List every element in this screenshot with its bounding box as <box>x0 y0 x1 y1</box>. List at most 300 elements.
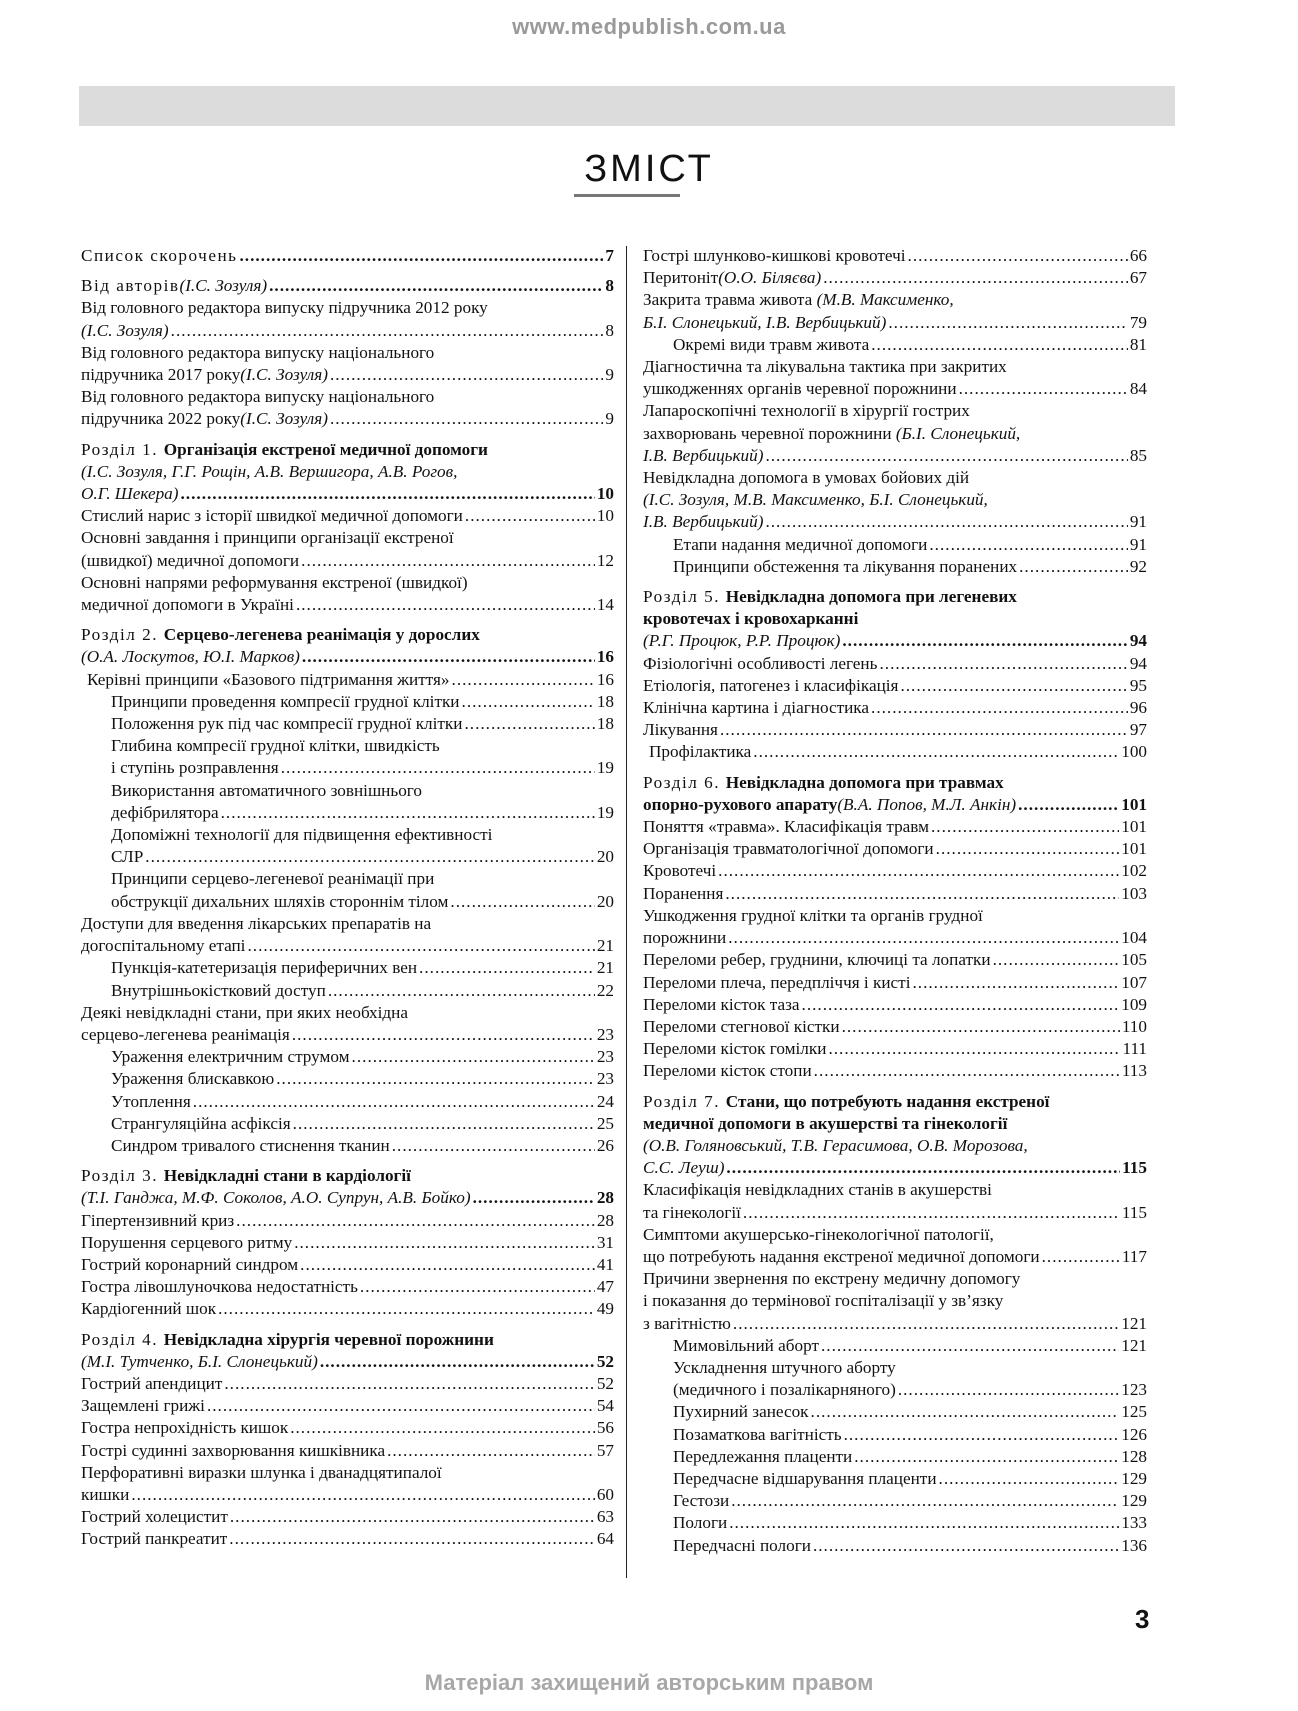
entry-title: Пункція-катетеризація периферичних вен <box>111 958 418 978</box>
leader-dots <box>330 408 603 430</box>
page-number-ref: 103 <box>1121 883 1147 903</box>
toc-entry <box>81 1276 614 1298</box>
chapter-title: Невідкладна хірургія черевної порожнини <box>163 1329 494 1349</box>
toc-entry-row <box>111 891 614 913</box>
leader-dots <box>765 445 1127 467</box>
entry-author: (О.О. Біляєва) <box>718 268 822 288</box>
toc-entry <box>81 1254 614 1276</box>
leader-dots <box>290 1417 595 1439</box>
leader-dots <box>229 1528 595 1550</box>
toc-entry <box>81 1329 614 1373</box>
entry-title: Закрита травма живота <box>643 290 817 310</box>
leader-dots <box>224 1373 594 1395</box>
leader-dots <box>462 691 595 713</box>
toc-entry-row <box>81 1232 614 1254</box>
page-number-ref: 60 <box>596 1484 614 1504</box>
leader-dots <box>218 1298 595 1320</box>
leader-dots <box>193 1091 595 1113</box>
leader-dots <box>473 1187 595 1209</box>
entry-author: І.В. Вербицький) <box>643 512 764 532</box>
toc-entry <box>643 972 1147 994</box>
entry-title: Фізіологічні особливості легень <box>643 653 878 673</box>
chapter-title: медичної допомоги в акушерстві та гінекології <box>643 1113 1008 1133</box>
toc-entry <box>643 1357 1147 1401</box>
toc-entry <box>81 691 614 713</box>
entry-title: Мимовільний аборт <box>673 1335 819 1355</box>
entry-title-line: медичної допомоги в Україні <box>81 595 294 615</box>
leader-dots <box>465 505 595 527</box>
toc-entry <box>643 1535 1147 1557</box>
toc-entry-row <box>673 1535 1147 1557</box>
toc-entry-row <box>81 935 614 957</box>
toc-entry-row <box>111 1135 614 1157</box>
chapter-authors: (О.В. Голяновський, Т.В. Герасимова, О.В. Морозова, <box>643 1135 1028 1155</box>
leader-dots <box>725 883 1119 905</box>
toc-entry-row <box>643 1202 1147 1224</box>
page-number-ref: 10 <box>596 506 614 526</box>
leader-dots <box>900 675 1127 697</box>
entry-title: Пологи <box>673 1513 728 1533</box>
toc-entry <box>643 400 1147 467</box>
toc-entry-row <box>81 1484 614 1506</box>
toc-entry <box>81 824 614 868</box>
leader-dots <box>131 1484 594 1506</box>
toc-entry-row <box>81 1351 614 1373</box>
chapter-label: Розділ 1. <box>81 439 164 459</box>
toc-entry <box>81 572 614 616</box>
column-divider <box>626 246 627 1578</box>
page-number-ref: 31 <box>596 1232 614 1252</box>
entry-title: Стислий нарис з історії швидкої медичної допомоги <box>81 506 463 526</box>
entry-title: Гострий холецистит <box>81 1507 228 1527</box>
leader-dots <box>1042 1246 1120 1268</box>
page-title: ЗМІСТ <box>584 148 714 190</box>
page-number-ref: 8 <box>605 320 614 340</box>
page-number-ref: 54 <box>596 1396 614 1416</box>
leader-dots <box>718 860 1119 882</box>
page-number-ref: 47 <box>596 1277 614 1297</box>
page-number-ref: 109 <box>1121 994 1147 1014</box>
toc-entry <box>81 980 614 1002</box>
page-number-ref: 28 <box>596 1188 614 1208</box>
entry-title-line: СЛР <box>111 847 144 867</box>
chapter-title: опорно-рухового апарату <box>643 794 838 814</box>
toc-entry-row <box>81 1024 614 1046</box>
entry-title: Синдром тривалого стиснення тканин <box>111 1135 390 1155</box>
entry-title-line: Класифікація невідкладних станів в акушерстві <box>643 1180 992 1200</box>
leader-dots <box>929 534 1127 556</box>
toc-entry <box>81 1002 614 1046</box>
toc-entry-row <box>81 594 614 616</box>
page-number-ref: 18 <box>596 691 614 711</box>
entry-title: Принципи проведення компресії грудної клітки <box>111 691 460 711</box>
toc-entry-row <box>81 1528 614 1550</box>
title-underline <box>574 194 680 197</box>
leader-dots <box>871 334 1128 356</box>
page-number-ref: 129 <box>1121 1468 1147 1488</box>
toc-entry <box>643 1016 1147 1038</box>
page-number-ref: 9 <box>605 365 614 385</box>
leader-dots <box>419 957 595 979</box>
toc-entry <box>81 386 614 430</box>
toc-entry-row <box>673 556 1147 578</box>
chapter-heading <box>643 586 1147 608</box>
leader-dots <box>300 1254 595 1276</box>
entry-author: (М.В. Максименко, <box>816 290 954 310</box>
entry-title: Гостра непрохідність кишок <box>81 1418 289 1438</box>
toc-entry <box>81 1068 614 1090</box>
toc-entry-row <box>81 646 614 668</box>
toc-entry <box>643 772 1147 816</box>
entry-title: Гострі судинні захворювання кишківника <box>81 1440 386 1460</box>
entry-title: Внутрішньокістковий доступ <box>111 980 326 1000</box>
page-number-ref: 107 <box>1121 972 1147 992</box>
chapter-heading <box>81 439 614 461</box>
entry-title-line: Лапароскопічні технології в хірургії гострих <box>643 401 970 421</box>
toc-entry-row <box>81 1254 614 1276</box>
entry-title: Гіпертензивний криз <box>81 1210 235 1230</box>
entry-title: захворювань черевної порожнини <box>643 423 896 443</box>
leader-dots <box>207 1395 595 1417</box>
entry-author: (І.С. Зозуля) <box>240 365 328 385</box>
entry-title-line: Діагностична та лікувальна тактика при закритих <box>643 357 1007 377</box>
chapter-title: Невідкладна допомога при легеневих <box>725 587 1017 607</box>
page-number-ref: 115 <box>1122 1158 1147 1178</box>
page-number-ref: 84 <box>1129 379 1147 399</box>
toc-entry <box>81 913 614 957</box>
leader-dots <box>993 949 1120 971</box>
chapter-title: Серцево-легенева реанімація у дорослих <box>163 625 480 645</box>
toc-entry-row <box>111 1046 614 1068</box>
toc-entry <box>643 1490 1147 1512</box>
page-number-ref: 66 <box>1129 246 1147 265</box>
leader-dots <box>294 1232 595 1254</box>
entry-title-line: що потребують надання екстреної медичної допомоги <box>643 1246 1040 1266</box>
toc-entry-row <box>673 1424 1147 1446</box>
entry-title-line <box>643 289 1147 311</box>
toc-entry <box>643 1424 1147 1446</box>
toc-entry <box>643 1512 1147 1534</box>
toc-entry <box>81 1506 614 1528</box>
leader-dots <box>871 697 1128 719</box>
chapter-heading <box>643 772 1147 794</box>
page-number-ref: 7 <box>605 246 614 265</box>
toc-entry <box>81 1210 614 1232</box>
leader-dots <box>352 1046 595 1068</box>
toc-entry <box>81 1165 614 1209</box>
entry-title: Гострий коронарний синдром <box>81 1254 299 1274</box>
toc-entry <box>81 713 614 735</box>
page-number-ref: 26 <box>596 1135 614 1155</box>
leader-dots <box>854 1446 1119 1468</box>
page-number-ref: 49 <box>596 1299 614 1319</box>
leader-dots <box>842 1016 1120 1038</box>
entry-title-line: та гінекології <box>643 1202 741 1222</box>
toc-entry-row <box>81 1506 614 1528</box>
leader-dots <box>302 646 595 668</box>
chapter-label: Розділ 5. <box>643 587 726 607</box>
toc-entry <box>81 1298 614 1320</box>
toc-entry-row <box>643 1038 1147 1060</box>
page-number-ref: 20 <box>596 891 614 911</box>
toc-entry <box>81 245 614 267</box>
entry-title-line: Деякі невідкладні стани, при яких необхідна <box>81 1002 408 1022</box>
leader-dots <box>888 312 1127 334</box>
toc-entry <box>81 735 614 779</box>
page-number-ref: 16 <box>596 647 614 667</box>
toc-entry <box>643 534 1147 556</box>
chapter-label: Розділ 2. <box>81 625 164 645</box>
leader-dots <box>898 1379 1119 1401</box>
page-number-ref: 8 <box>605 276 614 296</box>
entry-author: (Б.І. Слонецький, <box>895 423 1021 443</box>
entry-title-line: Від головного редактора випуску національного <box>81 342 435 362</box>
toc-entry <box>643 334 1147 356</box>
leader-dots <box>753 741 1119 763</box>
toc-entry-row <box>111 980 614 1002</box>
entry-title: Переломи кісток таза <box>643 994 800 1014</box>
chapter-heading <box>81 624 614 646</box>
entry-title-line: і ступінь розправлення <box>111 758 279 778</box>
toc-entry <box>643 1038 1147 1060</box>
toc-entry-row <box>643 697 1147 719</box>
chapter-label: Розділ 7. <box>643 1091 726 1111</box>
entry-title: Організація травматологічної допомоги <box>643 839 934 859</box>
entry-title-line: догоспітальному етапі <box>81 936 246 956</box>
page-number-ref: 9 <box>605 409 614 429</box>
entry-author: (І.С. Зозуля) <box>179 276 268 296</box>
chapter-label: Розділ 6. <box>643 772 726 792</box>
entry-title-line: серцево-легенева реанімація <box>81 1024 290 1044</box>
toc-entry-row <box>111 757 614 779</box>
entry-title-line: (швидкої) медичної допомоги <box>81 550 300 570</box>
page-number-ref: 21 <box>596 936 614 956</box>
page-number-ref: 121 <box>1121 1313 1147 1333</box>
leader-dots <box>328 980 595 1002</box>
entry-title-line: Основні завдання і принципи організації екстреної <box>81 528 454 548</box>
entry-title: Окремі види травм живота <box>673 334 870 354</box>
toc-entry <box>643 1446 1147 1468</box>
toc-entry <box>643 838 1147 860</box>
entry-title: Переломи стегнової кістки <box>643 1016 840 1036</box>
chapter-authors: (І.С. Зозуля, Г.Г. Рощін, А.В. Вершигора, А.В. Рогов, <box>81 461 458 481</box>
toc-entry-row <box>643 949 1147 971</box>
chapter-authors: (М.І. Тутченко, Б.І. Слонецький) <box>81 1351 318 1371</box>
toc-entry-row <box>643 883 1147 905</box>
entry-title: Профілактика <box>649 742 752 762</box>
page-number-ref: 23 <box>596 1069 614 1089</box>
toc-entry <box>81 1440 614 1462</box>
entry-title-line: Ушкодження грудної клітки та органів грудної <box>643 905 983 925</box>
toc-entry <box>643 586 1147 653</box>
entry-title-line: Допоміжні технології для підвищення ефективності <box>111 825 493 845</box>
page-number-ref: 18 <box>596 714 614 734</box>
leader-dots <box>239 245 603 267</box>
page-number-ref: 91 <box>1129 512 1147 532</box>
page-number-ref: 19 <box>596 802 614 822</box>
toc-entry-row <box>643 1157 1147 1179</box>
toc-entry-row <box>673 1512 1147 1534</box>
entry-title-line: Невідкладна допомога в умовах бойових дій <box>643 468 970 488</box>
page-number-ref: 10 <box>596 484 614 504</box>
leader-dots <box>828 1038 1120 1060</box>
entry-title: Переломи кісток гомілки <box>643 1039 827 1059</box>
chapter-authors: (О.А. Лоскутов, Ю.І. Марков) <box>81 647 300 667</box>
leader-dots <box>181 483 595 505</box>
leader-dots <box>931 816 1119 838</box>
toc-entry <box>81 1046 614 1068</box>
entry-title: Гостра лівошлуночкова недостатність <box>81 1277 358 1297</box>
entry-title: Перитоніт <box>643 268 719 288</box>
entry-title-line: Причини звернення по екстрену медичну допомогу <box>643 1269 1021 1289</box>
entry-title: Порушення серцевого ритму <box>81 1232 293 1252</box>
toc-entry-row <box>643 675 1147 697</box>
leader-dots <box>743 1202 1120 1224</box>
page-number-ref: 133 <box>1121 1513 1147 1533</box>
entry-title: Принципи обстеження та лікування поранених <box>673 556 1018 576</box>
page-number-ref: 94 <box>1129 653 1147 673</box>
toc-entry <box>643 883 1147 905</box>
leader-dots <box>936 838 1120 860</box>
entry-title: Етапи надання медичної допомоги <box>673 534 928 554</box>
copyright-notice: Матеріал захищений авторським правом <box>424 1670 874 1695</box>
entry-title-line: підручника 2017 року <box>81 365 241 385</box>
entry-title: Переломи ребер, груднини, ключиці та лопатки <box>643 950 991 970</box>
leader-dots <box>247 935 594 957</box>
page-number-ref: 100 <box>1121 742 1147 762</box>
page-number-ref: 23 <box>596 1047 614 1067</box>
page-number-ref: 125 <box>1121 1402 1147 1422</box>
toc-entry-row <box>643 1246 1147 1268</box>
entry-title: Гестози <box>673 1491 730 1511</box>
page-number-ref: 123 <box>1121 1380 1147 1400</box>
toc-entry <box>81 1417 614 1439</box>
entry-title: Етіологія, патогенез і класифікація <box>643 675 899 695</box>
toc-entry-row <box>643 860 1147 882</box>
page-number-ref: 110 <box>1121 1016 1147 1036</box>
entry-title-line: Використання автоматичного зовнішнього <box>111 780 423 800</box>
entry-author: І.В. Вербицький) <box>643 445 764 465</box>
toc-entry-row <box>111 957 614 979</box>
page-number-ref: 20 <box>596 847 614 867</box>
page-number: 3 <box>1135 1604 1150 1634</box>
page-number-ref: 63 <box>596 1507 614 1527</box>
page-number-ref: 104 <box>1121 928 1147 948</box>
toc-entry <box>643 675 1147 697</box>
toc-entry-row <box>643 1313 1147 1335</box>
page-number-ref: 19 <box>596 758 614 778</box>
entry-title-line: підручника 2022 року <box>81 409 241 429</box>
leader-dots <box>392 1135 595 1157</box>
leader-dots <box>292 1024 595 1046</box>
leader-dots <box>221 802 595 824</box>
entry-title: Позаматкова вагітність <box>673 1424 842 1444</box>
toc-entry-row <box>643 794 1147 816</box>
toc-entry-row <box>643 630 1147 652</box>
toc-entry-row <box>81 1395 614 1417</box>
page-number-ref: 101 <box>1121 839 1147 859</box>
entry-title-line: Глибина компресії грудної клітки, швидкість <box>111 736 440 756</box>
entry-title-line: з вагітністю <box>643 1313 731 1333</box>
toc-entry-row <box>111 1068 614 1090</box>
entry-title: Лікування <box>643 720 718 740</box>
toc-entry <box>643 1060 1147 1082</box>
toc-entry <box>643 816 1147 838</box>
entry-title: Защемлені грижі <box>81 1396 205 1416</box>
toc-entry <box>643 905 1147 949</box>
chapter-label: Розділ 4. <box>81 1329 164 1349</box>
leader-dots <box>842 630 1127 652</box>
page-number-ref: 21 <box>596 958 614 978</box>
header-bar <box>79 86 1175 126</box>
leader-dots <box>879 653 1127 675</box>
leader-dots <box>452 669 595 691</box>
toc-entry <box>81 868 614 912</box>
page-number-ref: 101 <box>1121 794 1147 814</box>
toc-entry <box>643 1179 1147 1223</box>
toc-entry-row <box>81 1210 614 1232</box>
chapter-authors: (Т.І. Ганджа, М.Ф. Соколов, А.О. Супрун, А.В. Бойко) <box>81 1188 471 1208</box>
leader-dots <box>145 846 595 868</box>
toc-entry <box>81 624 614 668</box>
toc-entry-row <box>81 1298 614 1320</box>
entry-title: Керівні принципи «Базового підтримання життя» <box>87 669 450 689</box>
toc-entry <box>81 505 614 527</box>
chapter-heading <box>81 1329 614 1351</box>
page-number-ref: 24 <box>596 1091 614 1111</box>
page-number-ref: 67 <box>1129 268 1147 288</box>
page-number-ref: 85 <box>1129 445 1147 465</box>
toc-entry-row <box>81 550 614 572</box>
entry-author: Б.І. Слонецький, І.В. Вербицький) <box>643 312 887 332</box>
toc-entry-row <box>643 927 1147 949</box>
toc-entry <box>643 1224 1147 1268</box>
toc-entry <box>81 275 614 297</box>
leader-dots <box>823 267 1128 289</box>
toc-entry <box>643 1268 1147 1335</box>
toc-entry-row <box>643 312 1147 334</box>
page-number-ref: 136 <box>1121 1535 1147 1555</box>
toc-entry-row <box>673 1335 1147 1357</box>
toc-entry-row <box>81 1373 614 1395</box>
toc-entry <box>81 1462 614 1506</box>
page-number-ref: 128 <box>1121 1446 1147 1466</box>
page-number-ref: 113 <box>1121 1061 1147 1081</box>
toc-entry-row <box>643 245 1147 267</box>
entry-title: Клінічна картина і діагностика <box>643 698 870 718</box>
leader-dots <box>733 1313 1119 1335</box>
toc-entry-row <box>81 364 614 386</box>
toc-entry <box>643 719 1147 741</box>
leader-dots <box>821 1335 1119 1357</box>
toc-entry <box>643 860 1147 882</box>
entry-title-line: і показання до термінової госпіталізації у зв’язку <box>643 1291 1004 1311</box>
toc-entry-row <box>81 1417 614 1439</box>
entry-title: Пухирний занесок <box>673 1402 809 1422</box>
entry-title: Странгуляційна асфіксія <box>111 1113 291 1133</box>
page-number-ref: 16 <box>596 669 614 689</box>
leader-dots <box>728 927 1119 949</box>
toc-entry-row <box>649 741 1147 763</box>
leader-dots <box>464 713 594 735</box>
entry-title-line <box>643 423 1147 445</box>
page-number-ref: 117 <box>1121 1246 1147 1266</box>
leader-dots <box>811 1401 1120 1423</box>
page-number-ref: 105 <box>1121 950 1147 970</box>
page-number-ref: 101 <box>1121 817 1147 837</box>
leader-dots <box>269 275 603 297</box>
toc-entry <box>643 741 1147 763</box>
